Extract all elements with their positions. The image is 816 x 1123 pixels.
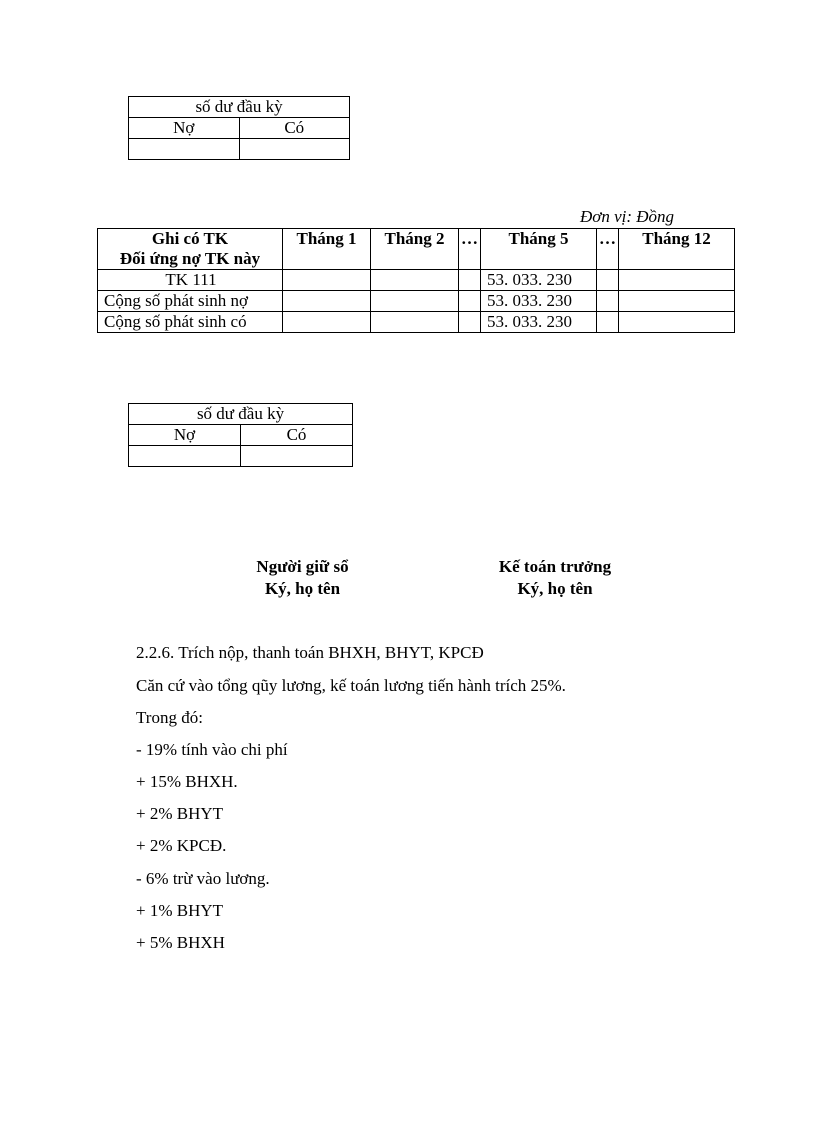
opening-balance-table-1 (128, 96, 350, 160)
cell (283, 312, 371, 333)
cell (597, 291, 619, 312)
ellipsis-header-1: … (459, 229, 481, 270)
bookkeeper-sub: Ký, họ tên (264, 579, 341, 598)
credit-header: Có (241, 425, 353, 446)
chief-accountant-sub: Ký, họ tên (517, 579, 593, 598)
debit-header: Nợ (129, 425, 241, 446)
credit-cell (241, 446, 353, 467)
credit-cell (239, 139, 350, 160)
account-header (98, 229, 283, 270)
balance-title: số dư đầu kỳ (129, 404, 353, 425)
chief-accountant-signature (480, 556, 630, 600)
cell (371, 291, 459, 312)
list-item: + 2% BHYT (136, 804, 224, 823)
cell (283, 270, 371, 291)
cell (619, 312, 735, 333)
list-item: + 5% BHXH (136, 933, 225, 952)
ledger-table (97, 228, 735, 333)
cell (619, 270, 735, 291)
month5-header: Tháng 5 (481, 229, 597, 270)
balance-title: số dư đầu kỳ (129, 97, 350, 118)
row-label: Cộng số phát sinh nợ (98, 291, 283, 312)
credit-header: Có (239, 118, 350, 139)
ellipsis-header-2: … (597, 229, 619, 270)
debit-cell (129, 446, 241, 467)
cell (283, 291, 371, 312)
cell (597, 270, 619, 291)
row-label: TK 111 (98, 270, 283, 291)
account-header-line2: Đối ứng nợ TK này (119, 249, 261, 268)
opening-balance-table-2 (128, 403, 353, 467)
paragraph: Căn cứ vào tổng qũy lương, kế toán lương tiến hành trích 25%. (136, 676, 566, 695)
ledger-header-row (98, 229, 735, 270)
cell (459, 291, 481, 312)
debit-cell (129, 139, 240, 160)
cell (459, 270, 481, 291)
list-item: + 1% BHYT (136, 901, 224, 920)
month12-header: Tháng 12 (619, 229, 735, 270)
cell (597, 312, 619, 333)
cell (619, 291, 735, 312)
bookkeeper-signature (230, 556, 375, 600)
cell (371, 312, 459, 333)
section-heading: 2.2.6. Trích nộp, thanh toán BHXH, BHYT, KPCĐ (136, 643, 484, 662)
unit-label: Đơn vị: Đồng (580, 207, 675, 226)
account-header-line1: Ghi có TK (151, 229, 229, 248)
ledger-row (98, 270, 735, 291)
list-item: + 15% BHXH. (136, 772, 238, 791)
chief-accountant-title: Kế toán trưởng (498, 557, 612, 576)
ledger-row (98, 291, 735, 312)
bookkeeper-title: Người giữ sổ (256, 557, 349, 576)
list-item: + 2% KPCĐ. (136, 836, 227, 855)
month2-header: Tháng 2 (371, 229, 459, 270)
month1-header: Tháng 1 (283, 229, 371, 270)
cell (459, 312, 481, 333)
list-item: - 6% trừ vào lương. (136, 869, 270, 888)
row-label: Cộng số phát sinh có (98, 312, 283, 333)
month5-value: 53. 033. 230 (481, 312, 597, 333)
list-item: - 19% tính vào chi phí (136, 740, 288, 759)
cell (371, 270, 459, 291)
month5-value: 53. 033. 230 (481, 291, 597, 312)
paragraph: Trong đó: (136, 708, 203, 727)
month5-value: 53. 033. 230 (481, 270, 597, 291)
ledger-row (98, 312, 735, 333)
debit-header: Nợ (129, 118, 240, 139)
